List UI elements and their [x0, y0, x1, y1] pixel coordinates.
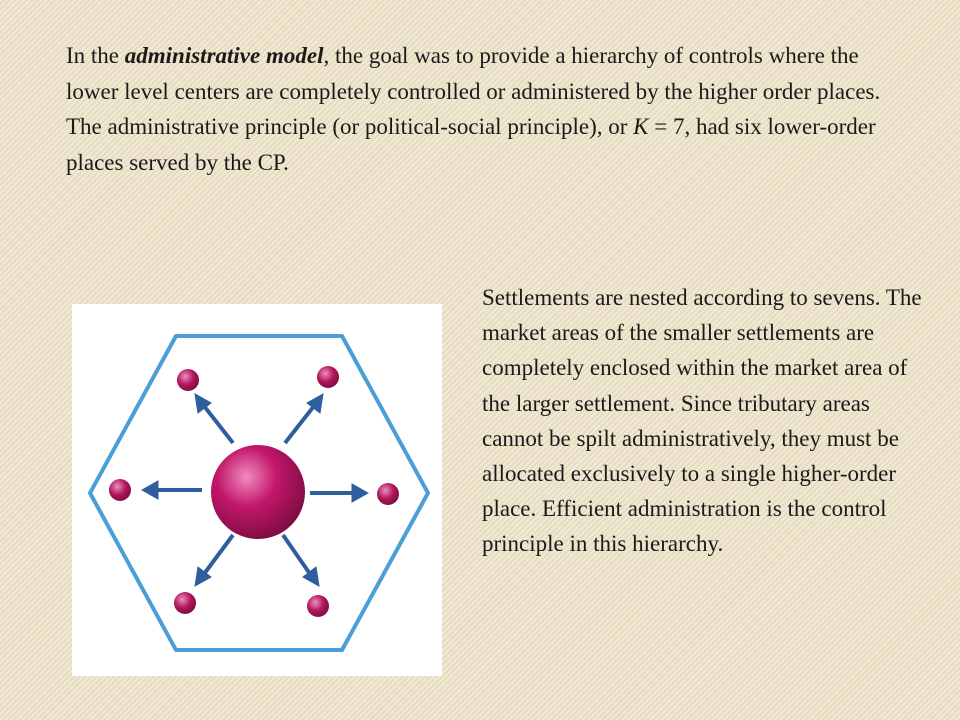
intro-text-2: , the goal was to provide a hierarchy of controls where the lower level centers are completely controlled or administered by the higher order places. The administrative principle (or political-social principle), or	[66, 43, 881, 139]
arrow-up-right	[285, 406, 314, 443]
lower-order-place-top-left	[177, 369, 199, 391]
lower-order-place-top-right	[317, 366, 339, 388]
lower-order-place-left	[109, 479, 131, 501]
intro-text-3: = 7, had six lower-order places served by the CP.	[66, 114, 876, 175]
intro-emphasis-model: administrative model	[124, 43, 324, 68]
central-place-sphere	[211, 445, 305, 539]
administrative-model-diagram	[72, 304, 442, 676]
lower-order-place-bottom-left	[174, 592, 196, 614]
body-paragraph: Settlements are nested according to sevens. The market areas of the smaller settlements are completely enclosed within the market area of the larger settlement. Since tributary areas cannot be spilt administratively, they must be allocated exclusively to a single higher-order place. Efficient administration is the control principle in this hierarchy.	[482, 285, 922, 557]
arrowhead-left	[142, 481, 158, 499]
arrow-down-left	[204, 535, 233, 574]
arrow-up-left	[204, 406, 233, 443]
intro-text-1: In the	[66, 43, 125, 68]
arrowhead-right	[352, 484, 368, 502]
intro-paragraph	[66, 38, 896, 180]
intro-k-symbol: K	[633, 114, 649, 139]
lower-order-place-bottom-right	[307, 595, 329, 617]
arrow-down-right	[283, 535, 310, 574]
lower-order-place-right	[377, 483, 399, 505]
diagram-svg	[72, 304, 442, 676]
